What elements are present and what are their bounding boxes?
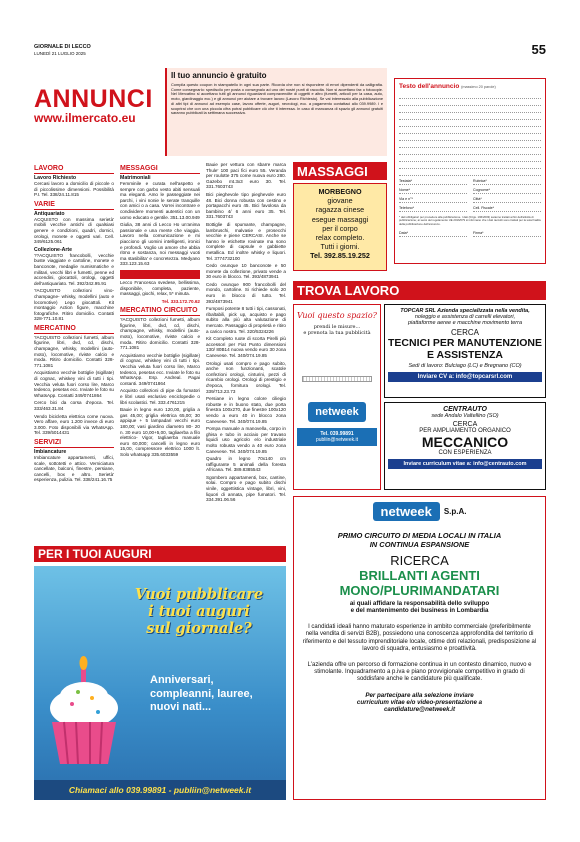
netweek-space-ad bbox=[293, 304, 381, 490]
ad-item: Fumposi potente 8 tutti i tipi, cassonati, ribaltabili, pick up, acquisto e pago subito alla più alta valutazione di mercato. Passaggio di proprietà e ritiro a carico nostro. Tel. 320/5324226 bbox=[206, 306, 286, 334]
coupon-sign-field[interactable]: Firma* bbox=[473, 231, 541, 237]
ad-item: ?ACQUISTO collezioni fumetti, album figurine, libri, dvd, cd, dischi, champagne, whisky, modellini (auto- moto), locomotive, riviste calcio e moda. Ritiro domicilio. Contatti 328-771.1081 bbox=[120, 317, 200, 351]
netweek-tel: Tel. 039.99891 bbox=[320, 431, 354, 437]
massaggi-line: esegue massaggi bbox=[311, 214, 369, 224]
coupon-title: Testo dell'annuncio bbox=[399, 83, 460, 90]
topcar-role: E ASSISTENZA bbox=[426, 349, 504, 361]
centrauto-ad bbox=[384, 402, 546, 490]
netweek-recruiting-ad bbox=[293, 496, 546, 800]
centrauto-sede: sede Andalo Valtellino (SO) bbox=[431, 413, 499, 419]
ad-item: Kit Completo ruote di scorta Pirelli più accessori per Fiat Punto dimensioni 130/ 80B14 nuova vendo euro 30 zona Canevese. Tel. 340/074.19.85 bbox=[206, 336, 286, 358]
auguri-line: Anniversari, bbox=[150, 674, 214, 686]
ad-line: e prenota la tua pubblicità bbox=[303, 330, 371, 336]
coupon-form[interactable] bbox=[394, 78, 546, 264]
netweek-logo: netweek bbox=[308, 402, 366, 422]
brand-url: www.ilmercato.eu bbox=[34, 111, 136, 125]
coupon-date-field[interactable]: Data* bbox=[399, 231, 467, 237]
info-box bbox=[165, 68, 387, 156]
ad-line: Vuoi questo spazio? bbox=[297, 311, 377, 320]
ad-item: Vendo bicicletta elettrica come nuova. Vero affare, euro 1.200 invece di euro 3.000. Foto disponibili via WhatsApp. Tel. 339/5014431 bbox=[34, 413, 114, 436]
netweek-apply: Per partecipare alla selezione inviare bbox=[365, 691, 474, 699]
topcar-line: noleggio e assistenza di carrelli elevatori, bbox=[414, 314, 516, 320]
centrauto-cv: Inviare curriculum vitae a: info@centrauto.com bbox=[388, 459, 542, 469]
cupcake-icon bbox=[40, 656, 128, 766]
ad-item: Bici pieghevole tipo pieghevole euro 48. Bici donna robusta con cestino e portapacchi euro 45. Bici favolosa da bambino 4/ 6 anni euro 35. Tel. 331.7603743 bbox=[206, 191, 286, 220]
netweek-role: BRILLANTI AGENTI bbox=[359, 568, 480, 583]
ad-item: Bauie per vettura con sbarre marca Thule' 100 paci fici euro 55. Veranda per roulotte 375 come nuova euro 280. Gazebo mt.3x3 euro 30. Tel. 331.7603743 bbox=[206, 162, 286, 190]
ad-item: Femminile e curata nell'aspetto e sempre con garbo vesto abiti sensuali ma eleganti. Amo le passeggiate nei parchi, i vini nonie le serate tranquille con amici o a casa. Vorrei incontrare e condividere momenti autentici con un uomo educato e gentile. 351.13.00.949 bbox=[120, 181, 200, 220]
ad-item: Acquistiamo vecchie bottiglie (sigillate) di cognac, whiskey vini di tutti i tipi. Vecchia veluta fuori corso lire, Marco tedesco, pesetas ecc. Inviate le foto su WhatsApp. Esp. Andreal. Pagai contanti. 349/0741864 bbox=[120, 352, 200, 386]
page-number: 55 bbox=[531, 42, 546, 57]
ad-item: Imbiancature appartamenti, uffici, scale, sottotetti e attico. Verniciatura cancellate, balconi, finestre, persiane, cancelli, box e altro. Serietà' esperienza, pulizia. Tel. 338/241.16.75 bbox=[34, 454, 114, 483]
coupon-field-row[interactable]: Telefono* Cell. Fiscale* bbox=[399, 206, 541, 212]
auguri-line: sul giornale? bbox=[146, 620, 252, 637]
netweek-spa: S.p.A. bbox=[443, 507, 467, 516]
ad-item: Acquistiamo vecchie bottiglie (sigillate) di cognac, whiskey vini di tutti i tipi. Vecchia veluta fuori corso lire, Marco tedesco, pesetas ecc. Inviate le foto su WhatsApp. Contatti 349/0741864 bbox=[34, 370, 114, 398]
topcar-sedi: Sedi di lavoro: Bulciago (LC) e Bregnano (CO) bbox=[408, 363, 522, 369]
massaggi-header bbox=[293, 162, 387, 180]
massaggi-phone: Tel. 392.85.19.252 bbox=[310, 251, 370, 261]
topcar-line: piattaforme aeree e macchine movimento terra bbox=[407, 320, 523, 326]
coupon-privacy: * dati obbligatori per procedere alla pubblicazione. I dati (D.lgs. 196/2003) saranno trattati ai fini dell'attività di pubblicazione; ai sensi del regolamento UE 2016/679 si informano che i dati raccolti sono trattati per la sola finalità della pubblicazione dell'annuncio. bbox=[399, 215, 541, 226]
ad-item: Cedo ovunque 900 francobolli del mondo, cartoline. Si richiede solo 20 euro in blocco di tutto. Tel. 393/4873941 bbox=[206, 281, 286, 304]
page-header bbox=[34, 42, 546, 58]
subsection-title: Collezione-Arte bbox=[34, 246, 73, 253]
section-lavoro: LAVORO bbox=[34, 165, 114, 174]
netweek-logo: netweek bbox=[373, 502, 440, 521]
centrauto-name: CENTRAUTO bbox=[443, 406, 487, 413]
centrauto-cerca: CERCA bbox=[452, 421, 478, 428]
ad-item: Cercasi lavoro a domicilio di piccole o di piccolissime dimensioni. Possibilità P.I. Tel. 338/24.11.815 bbox=[34, 181, 114, 198]
netweek-heading: PRIMO CIRCUITO DI MEDIA LOCALI IN ITALIA bbox=[337, 531, 502, 540]
massaggi-line: per il corpo bbox=[322, 223, 358, 233]
ad-item: Giulia, 38 anni di Lecco Ho un'anima passionale e una mente che viaggia. Lavoro nella comunicazione e mi piacciono gli uomini intelligenti, ironici e profondi. Voglio un amore che abbia ritmo e sostanza, noi messaggi vuoti ma stasibilita' e concretezza. Medyano 333.123.15.63 bbox=[120, 222, 200, 267]
netweek-profile: I candidati ideali hanno maturato esperienze in ambito commerciale (preferibilmente nella vendita di servizi B2B), possiedono una conoscenza approfondita del territorio di riferimento e del tessuto imprenditoriale locale, ottime doti relazionali, predisposizione al lavoro di squadra, entusiasmo e proattività. bbox=[302, 624, 537, 653]
trova-lavoro-header bbox=[293, 281, 546, 300]
column-1 bbox=[34, 162, 114, 542]
section-mercatino-circuito: MERCATINO CIRCUITO bbox=[120, 307, 200, 316]
ad-item: Persiane in legno colore ciliegio robuste e in buono stato, due porta finestra 100x270, due finestre 100x120 vendo a euro 40 in blocco zona Canevese. Tel. 340/074.19.85 bbox=[206, 396, 286, 424]
ad-item: Pompa manuale a manovella, corpo in ghisa e tubo in acciaio per travaso liquidi uso agricolo e/o industriale molto robusta vendo a 40 euro zona Canevese. Tel. 340/074.19.85 bbox=[206, 426, 286, 454]
topcar-cerca: CERCA bbox=[450, 328, 479, 337]
centrauto-exp: CON ESPERIENZA bbox=[438, 450, 492, 456]
brand-title: ANNUNCI bbox=[34, 85, 153, 113]
section-varie: VARIE bbox=[34, 201, 114, 210]
annunci-brand bbox=[34, 86, 162, 125]
newspaper-name: GIORNALE DI LECCO bbox=[34, 44, 91, 50]
subsection-title: Matrimoniali bbox=[120, 175, 151, 181]
ad-phone: Tel. 333.172.70.62 bbox=[161, 298, 200, 304]
auguri-cta: Chiamaci allo 039.99891 - publiin@netweek.it bbox=[34, 780, 286, 800]
section-mercatino: MERCATINO bbox=[34, 325, 114, 334]
subsection-title: Lavoro Richiesto bbox=[34, 175, 77, 181]
info-box-title: Il tuo annuncio è gratuito bbox=[171, 71, 267, 80]
ad-item: Acquisto collezioni di pipe da fumatori e libri usati esclusivo enciclopedie o libri scolastici. Tel. 333.4761215 bbox=[120, 388, 200, 405]
topcar-line: TOPCAR SRL Azienda specializzata nella vendita, bbox=[400, 308, 530, 314]
coupon-text-lines[interactable] bbox=[399, 92, 541, 176]
section-servizi: SERVIZI bbox=[34, 439, 114, 448]
ad-item: ??ACQUISTO francobolli, vecchie buste viaggiate e cartoline, monete e banconote, medaglie numismatiche e militari, vecchi libri e fumetti, penne ed accendini, giocattoli, orologi, oggetti dell'antiquariato. Tel. 392/342.95.91 bbox=[34, 252, 114, 286]
column-2 bbox=[120, 162, 200, 542]
topcar-cv: Inviare CV a: info@topcarsrl.com bbox=[388, 372, 542, 382]
ad-item: ?ACQUISTO collezioni fumetti, album figurine, libri, dvd, cd, dischi, champagne, whisky, modellini (auto- moto), locomotive, riviste calcio e moda. Ritiro domicilio. Contatti 328-771.1081 bbox=[34, 334, 114, 368]
ad-item: Lecco Francesca svedese, bellissima, disponibile, completa, paziente, massaggi, giochi, relax, 5* minuta. bbox=[120, 279, 200, 297]
coupon-note: (massimo 20 parole) bbox=[461, 85, 496, 89]
trova-lavoro-title: TROVA LAVORO bbox=[297, 283, 400, 298]
subsection-title: Antiquariato bbox=[34, 210, 65, 217]
centrauto-ampl: PER AMPLIAMENTO ORGANICO bbox=[419, 428, 511, 434]
ruler-icon bbox=[302, 376, 372, 382]
netweek-contact-box bbox=[297, 428, 377, 446]
auguri-line: i tuoi auguri bbox=[148, 603, 250, 620]
netweek-ricerca: RICERCA bbox=[390, 553, 449, 568]
ad-item: Bottiglie di spumante, champagne, lambruschi, malvasie e prosecchi vecchie e piene CERCASI. Anche se hanno le etichette rovinate ma sono complete di capsule e gabbiette metallica. Ed inoltre whisky e liquori. Tel. 3774732100 bbox=[206, 221, 286, 261]
massaggi-line: giovane bbox=[327, 196, 353, 206]
auguri-line: nuovi nati... bbox=[150, 701, 212, 713]
ad-item: Sgombero appartamenti, box, cantine, solai. Compro e pago subito dischi vinile, oggettistica vintage, libri, vini, liquori di annata, pipe fumatori. Tel. 334.391.06.56 bbox=[206, 474, 286, 503]
massaggi-line: relax completo. bbox=[315, 233, 365, 243]
massaggi-line: Tutti i giorni. bbox=[320, 242, 360, 252]
ad-item: ACQUISTO con massima serietà' mobili vecchie antichi di qualsiasi genere e condizioni, quadri, dornici, orologi, monete e oggetti vari. Cell. 349/6125.061 bbox=[34, 216, 114, 245]
netweek-email: publiin@netweek.it bbox=[315, 437, 359, 443]
topcar-role: TECNICI PER MANUTENZIONE bbox=[388, 337, 543, 349]
ad-item: Bauie in legno euro 120,00, griglia a gas 45,00; griglia elettrica 65,00; 30 appique + 5 lampadari vecchi euro 180,00; vasi giardino diametro 80- 20 n. 30 euro 10,00+5,00, tagliaerba a filo elettrico- Vigor, tagliaerba manuale euro 60,000; cancelli in legno euro 15,00, compressore elettrico 1000 lt. Solo whatsapp 335.6033559 bbox=[120, 407, 200, 457]
section-personali: PERSONALI bbox=[120, 270, 200, 279]
auguri-title: PER I TUOI AUGURI bbox=[38, 547, 152, 561]
issue-date: LUNEDÌ 21 LUGLIO 2025 bbox=[34, 51, 86, 56]
massaggi-title: MASSAGGI bbox=[297, 164, 368, 179]
netweek-email: candidature@netweek.it bbox=[383, 705, 456, 713]
subsection-title: Imbiancature bbox=[34, 448, 67, 455]
massaggi-ad bbox=[293, 183, 387, 271]
section-messaggi: MESSAGGI bbox=[120, 165, 200, 174]
netweek-role: MONO/PLURIMANDATARI bbox=[339, 583, 500, 598]
auguri-ad bbox=[34, 566, 286, 800]
auguri-line: compleanni, lauree, bbox=[150, 687, 253, 700]
info-box-text: Compila questo coupon in stampatello in ogni sua parte. Ricorda che non si rispondere di errori dipendenti da calligrafia. Come consegnarlo: spediscilo per posta o consegnalo ad uno dei nostri punti di raccolta. Non si accettano fax o fotocopie. Nel Mercatino si accettano tutti gli annunci riguardanti compravendite di oggetti e altro (fumetti, articoli per la casa, auto, moto, giardinaggio ecc.) e gli annunci per aiutare a trovare lavoro (Lavoro Richiesto). Se vai interessato alla pubblicazione di altri tipi di annunci ad esempio case, lavoro offerte, auguri, necrologi, ecc. a pagamento contattaci allo 039.9989. I e scoprirai che con una piccola cifra potrai pubblicare ciò che ti interessa. In caso di mancanza di spazio gli annunci gratuiti saranno pubblicati la settimana successiva. bbox=[171, 82, 383, 116]
netweek-apply: curriculum vitae e/o video-presentazione a bbox=[356, 698, 483, 706]
ad-item: Quadro in legno 70x140 cm raffigurante 5 animali della foresta Africana. Tel. 389.8385543 bbox=[206, 456, 286, 473]
ad-item: Orologi usati compro e pago subito, anche non funzionanti, scatole confezioni orologi, cinturini, pezzi di ricambio orologi. Orologi di prestigio e d'epoca, fornitura orologi. Tel. 339/713.23.73 bbox=[206, 360, 286, 394]
netweek-heading: IN CONTINUA ESPANSIONE bbox=[369, 540, 470, 549]
ad-item: ?ACQUISTO collezioni vino-champagne- whisky, modellini (auto e locomotive) Lego giocattoli. Kit montaggio Action figure, macchine fotografiche. Ritiro domicilio. Contatti 328-771.10.81 bbox=[34, 288, 114, 322]
netweek-resp: e del mantenimento dei business in Lombardia bbox=[350, 607, 489, 614]
ad-item: Cedo ovunque 10 banconote e 50 monete da collezione, privato vende a 30 euro in blocco. Tel. 393/4873941 bbox=[206, 263, 286, 280]
auguri-header bbox=[34, 546, 286, 562]
centrauto-role: MECCANICO bbox=[421, 434, 509, 450]
massaggi-line: MORBEGNO bbox=[318, 187, 362, 196]
netweek-resp: ai quali affidare la responsabilità dello sviluppo bbox=[349, 600, 490, 607]
topcar-ad bbox=[384, 304, 546, 398]
coupon-field-row[interactable]: Nome* Cognome* bbox=[399, 188, 541, 194]
auguri-speech bbox=[124, 586, 274, 637]
massaggi-line: ragazza cinese bbox=[315, 205, 365, 215]
coupon-field-row[interactable]: Testata* Rubrica* bbox=[399, 179, 541, 185]
netweek-offer: L'azienda offre un percorso di formazione continua in un contesto dinamico, nuovo e stimolante. Inquadramento a p.iva e piano provvigionale competitivo in grado di soddisfare anche le candidature più qualificate. bbox=[307, 661, 532, 683]
ad-item: Cerco bici da corsa d'epoca. Tel. 333/463.31.84 bbox=[34, 400, 114, 411]
coupon-field-row[interactable]: Via e n°* Città* bbox=[399, 197, 541, 203]
auguri-line: Vuoi pubblicare bbox=[134, 586, 264, 603]
ad-line: prendi le misure... bbox=[313, 324, 361, 330]
auguri-occasions bbox=[150, 674, 280, 715]
column-3 bbox=[206, 162, 286, 542]
